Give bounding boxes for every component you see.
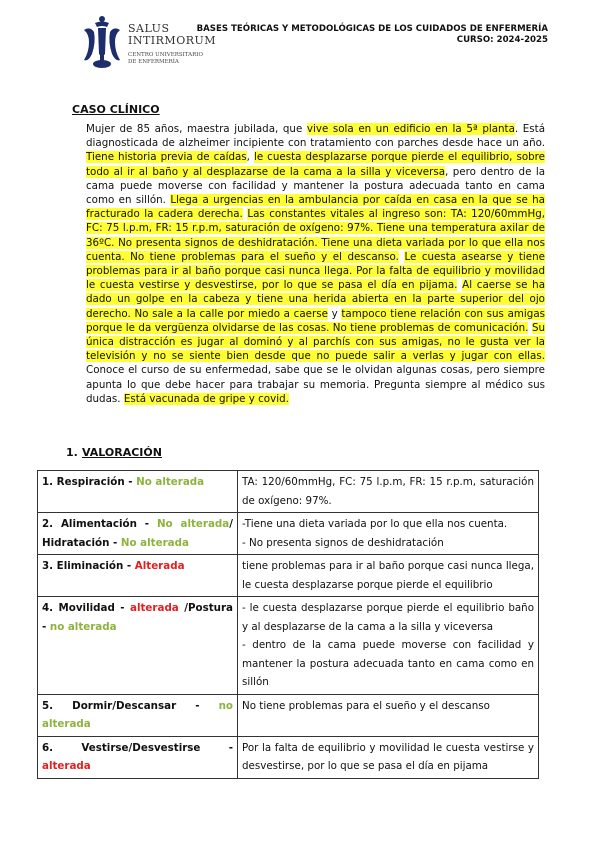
case-heading: CASO CLÍNICO bbox=[72, 103, 160, 116]
need-evidence-cell bbox=[238, 597, 539, 695]
need-label-cell bbox=[38, 694, 238, 736]
evidence-line: - le cuesta desplazarse porque pierde el equilibrio baño y al desplazarse de la cama a la silla y viceversa bbox=[242, 602, 534, 633]
evidence-line: No tiene problemas para el sueño y el descanso bbox=[242, 699, 490, 712]
need-name: 3. Eliminación - bbox=[42, 560, 135, 572]
status-not-altered: no alterada bbox=[49, 620, 117, 633]
course-title: BASES TEÓRICAS Y METODOLÓGICAS DE LOS CUIDADOS DE ENFERMERÍA bbox=[196, 24, 548, 34]
need-name: 5. Dormir/Descansar - bbox=[42, 699, 219, 712]
table-row bbox=[38, 513, 539, 555]
course-year: CURSO: 2024-2025 bbox=[456, 35, 548, 45]
evidence-line: - dentro de la cama puede moverse con facilidad y mantener la postura adecuada tanto en cama como en sillón bbox=[242, 639, 534, 688]
table-row bbox=[38, 555, 539, 597]
need-label-cell bbox=[38, 597, 238, 695]
need-name: 1. Respiración - bbox=[42, 476, 137, 488]
case-text-segment: . Está diagnosticada de alzheimer incipiente con tratamiento con parches desde hace un año. bbox=[86, 123, 546, 150]
evidence-line: TA: 120/60mmHg, FC: 75 l.p.m, FR: 15 r.p.m, saturación de oxígeno: 97%. bbox=[242, 476, 534, 507]
highlighted-text: Al caerse se ha dado un golpe en la cabeza y tiene una herida abierta en la parte superior del ojo derecho. No sale a la calle por miedo a caerse bbox=[86, 279, 546, 320]
evidence-line: -Tiene una dieta variada por lo que ella nos cuenta. bbox=[242, 518, 508, 530]
need-label-cell bbox=[38, 555, 238, 597]
need-evidence-cell bbox=[238, 736, 539, 778]
need-evidence-cell bbox=[238, 513, 539, 555]
valoracion-heading bbox=[66, 446, 162, 459]
highlighted-text: Llega a urgencias en la ambulancia por caída en casa en la que se ha fracturado la cadera derecha. bbox=[86, 194, 545, 221]
need-evidence-cell bbox=[238, 555, 539, 597]
status-altered: alterada bbox=[130, 602, 179, 614]
valoracion-table bbox=[37, 470, 539, 779]
table-row bbox=[38, 597, 539, 695]
need-name: 6. Vestirse/Desvestirse - bbox=[42, 741, 233, 754]
table-row bbox=[38, 694, 539, 736]
evidence-line: Por la falta de equilibrio y movilidad le cuesta vestirse y desvestirse, por lo que se pasa el día en pijama bbox=[242, 741, 534, 772]
status-not-altered: No alterada bbox=[156, 518, 230, 530]
evidence-line: tiene problemas para ir al baño porque casi nunca llega, le cuesta desplazarse porque pierde el equilibrio bbox=[242, 560, 534, 591]
highlighted-text: tampoco tiene relación con sus amigas porque le da vergüenza olvidarse de las cosas. No tiene problemas de comunicación. bbox=[86, 307, 546, 334]
status-altered: alterada bbox=[42, 760, 91, 772]
need-label-cell bbox=[38, 471, 238, 513]
highlighted-text: Le cuesta asearse y tiene problemas para ir al baño porque casi nunca llega. Por la falta de equilibrio y movilidad le cuesta vestirse y desvestirse, por lo que se pasa el día en pijama. bbox=[86, 250, 545, 292]
case-text-segment: y bbox=[327, 307, 342, 320]
case-text-segment: Conoce el curso de su enfermedad, sabe que se le olvidan algunas cosas, pero siempre apunta lo que debe hacer para trabajar su memoria. Pregunta siempre al médico sus dudas. bbox=[86, 364, 545, 405]
need-evidence-cell bbox=[238, 471, 539, 513]
highlighted-text: Está vacunada de gripe y covid. bbox=[123, 392, 289, 405]
highlighted-text: Su única distracción es jugar al dominó y al parchís con sus amigas, no le gusta ver la televisión y no se siente bien desde que no puede salir a verlas y jugar con ellas. bbox=[86, 321, 545, 363]
status-not-altered: No alterada bbox=[136, 476, 205, 488]
logo-subtext-1: CENTRO UNIVERSITARIO bbox=[128, 52, 203, 58]
status-not-altered: No alterada bbox=[120, 536, 189, 549]
emblem-icon bbox=[80, 14, 124, 74]
case-text-segment: Mujer de 85 años, maestra jubilada, que bbox=[86, 123, 307, 135]
need-evidence-cell bbox=[238, 694, 539, 736]
highlighted-text: Las constantes vitales al ingreso son: TA: 120/60mmHg, FC: 75 l.p.m, FR: 15 r.p.m, saturación de oxígeno: 97%. Tiene una temperatura axilar de 36ºC. No presenta signos de deshidratación. Tiene una dieta variada por lo que ella nos cuenta. No tiene problemas para el sueño y el descanso. bbox=[86, 208, 546, 263]
section-title: VALORACIÓN bbox=[82, 446, 162, 459]
highlighted-text: Tiene historia previa de caídas bbox=[86, 151, 247, 164]
highlighted-text: vive sola en un edificio en la 5ª planta bbox=[306, 123, 515, 135]
need-name: /Postura - bbox=[42, 602, 234, 633]
need-label-cell bbox=[38, 513, 238, 555]
evidence-line: - No presenta signos de deshidratación bbox=[242, 536, 444, 549]
logo-subtext-2: DE ENFERMERÍA bbox=[128, 59, 179, 65]
highlighted-text: le cuesta desplazarse porque pierde el equilibrio, sobre todo al ir al baño y al desplazarse de la cama a la silla y viceversa bbox=[86, 151, 546, 178]
case-text-segment: , pero dentro de la cama puede moverse con facilidad y mantener la postura adecuada tanto en cama como en sillón. bbox=[86, 165, 545, 207]
section-number: 1. bbox=[66, 446, 78, 459]
case-description bbox=[86, 122, 545, 406]
need-name: 4. Movilidad - bbox=[42, 602, 131, 614]
logo-text-salus: SALUS bbox=[128, 22, 170, 35]
document-header bbox=[197, 24, 548, 46]
table-row bbox=[38, 736, 539, 778]
need-label-cell bbox=[38, 736, 238, 778]
table-row bbox=[38, 471, 539, 513]
need-name: 2. Alimentación - bbox=[42, 518, 157, 530]
status-altered: Alterada bbox=[134, 560, 185, 572]
need-name: / Hidratación - bbox=[42, 518, 233, 549]
case-text-segment: , bbox=[246, 151, 254, 164]
logo-text-infirmorum: INTIRMORUM bbox=[128, 34, 217, 47]
status-not-altered: no alterada bbox=[42, 699, 233, 730]
